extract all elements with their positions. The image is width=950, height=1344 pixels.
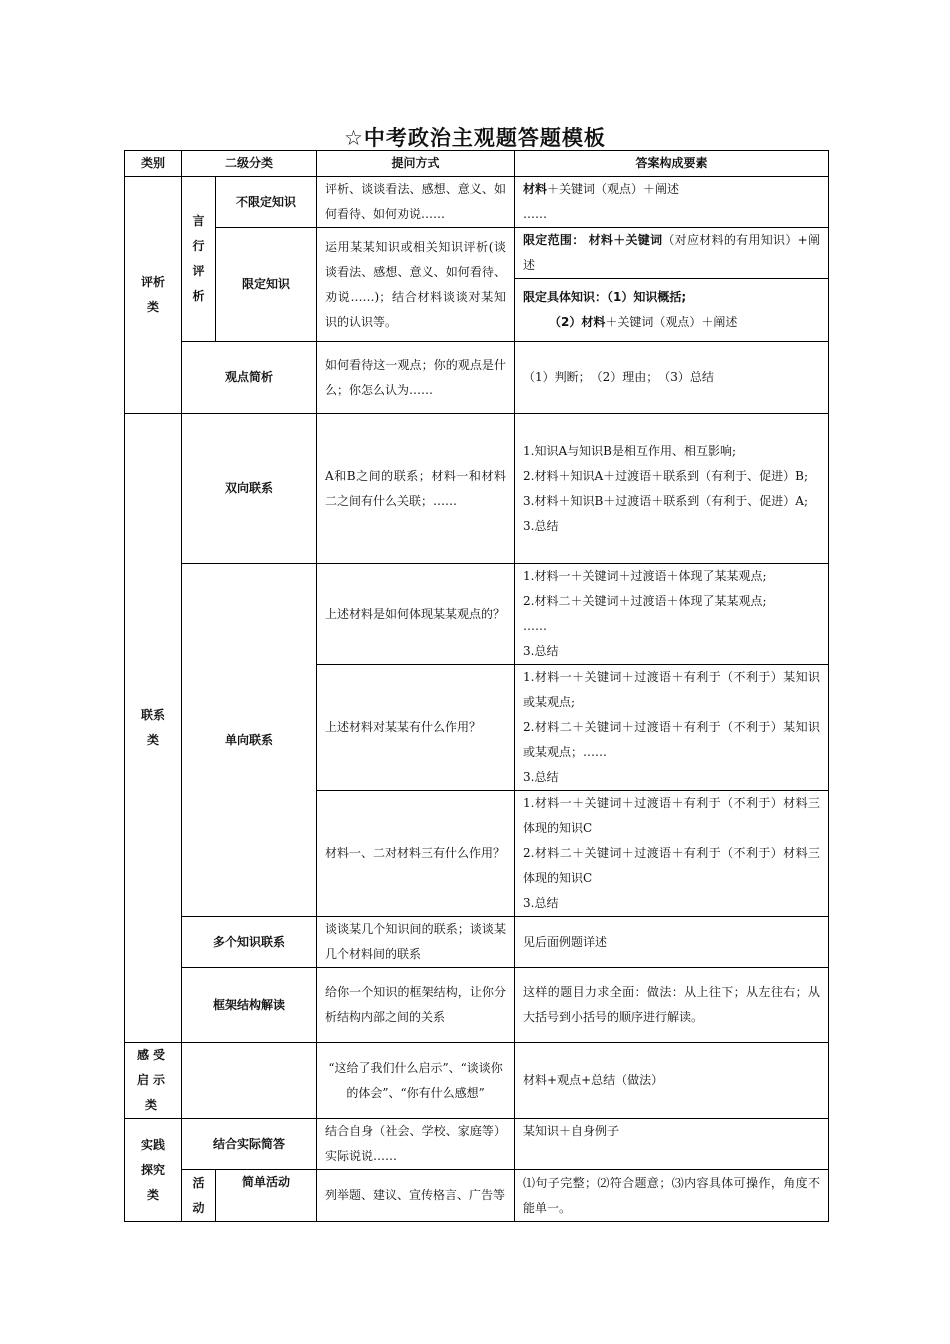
category-label: 感受启示类 [136,1048,169,1112]
subcategory-kuangjia: 框架结构解读 [182,968,317,1043]
answer-line: 2.材料二＋关键词＋过渡语＋体现了某某观点; [523,594,767,608]
subcategory-buxianding: 不限定知识 [216,177,317,228]
category-pingxi [125,177,182,414]
header-answer-elements: 答案构成要素 [515,151,829,177]
subcategory-yanxing [182,177,216,342]
table-row [125,177,829,228]
table-row [125,1170,829,1222]
question-cell: 上述材料对某某有什么作用？ [317,665,515,791]
answer-bold: 材料＋关键词 [588,233,663,247]
category-label: 评析类 [140,275,165,314]
category-lianxi [125,414,182,1043]
answer-bold: 限定具体知识：（1）知识概括; [523,290,687,304]
question-cell: 运用某某知识或相关知识评析(谈谈看法、感想、意义、如何看待、劝说……)；结合材料谈谈对某知识的认识等。 [317,228,515,342]
answer-line: 2.材料二＋关键词＋过渡语＋有利于（不利于）某知识或某观点；…… [523,720,821,759]
answer-text: ＋关键词（观点）＋阐述 [547,182,680,196]
answer-cell: 这样的题目力求全面：做法：从上往下；从左往右；从大括号到小括号的顺序进行解读。 [515,968,829,1043]
answer-line: …… [523,619,548,633]
question-cell: A和B之间的联系；材料一和材料二之间有什么关联；…… [317,414,515,564]
table-row [125,228,829,279]
subcategory-xianding: 限定知识 [216,228,317,342]
answer-line: 1.材料一＋关键词＋过渡语＋有利于（不利于）某知识或某观点; [523,670,821,709]
answer-line: 3.总结 [523,770,559,784]
question-cell: 谈谈某几个知识间的联系；谈谈某几个材料间的联系 [317,917,515,968]
answer-cell: （1）判断； （2）理由； （3）总结 [515,342,829,414]
question-cell: “这给了我们什么启示”、“谈谈你的体会”、“你有什么感想” [317,1043,515,1119]
question-cell: 给你一个知识的框架结构，让你分析结构内部之间的关系 [317,968,515,1043]
answer-cell [515,228,829,279]
category-ganshou [125,1043,182,1119]
empty-cell [182,1043,317,1119]
answer-line: 3.总结 [523,644,559,658]
answer-line: 1.知识A与知识B是相互作用、相互影响; [523,443,736,458]
header-subcategory: 二级分类 [182,151,317,177]
answer-line: 2.材料二＋关键词＋过渡语＋有利于（不利于）材料三体现的知识C [523,846,821,885]
page-title: ☆中考政治主观题答题模板 [344,126,606,150]
question-cell: 列举题、建议、宣传格言、广告等 [317,1170,515,1222]
question-cell: 上述材料是如何体现某某观点的？ [317,564,515,665]
question-cell: 结合自身（社会、学校、家庭等）实际说说…… [317,1119,515,1170]
table-row [125,564,829,665]
answer-line: 3.材料＋知识B＋过渡语＋联系到（有利于、促进）A; [523,493,808,508]
subcategory-huodong [182,1170,216,1222]
table-row [125,1043,829,1119]
answer-line: 3.总结 [523,518,559,533]
answer-text: （对应材料的有用知识）+阐述 [523,233,820,272]
answer-bold: （2）材料 [549,315,606,329]
answer-cell: ⑴句子完整；⑵符合题意；⑶内容具体可操作，角度不能单一。 [515,1170,829,1222]
answer-cell [515,564,829,665]
question-cell: 如何看待这一观点；你的观点是什么；你怎么认为…… [317,342,515,414]
answer-cell: 材料+观点+总结（做法） [515,1043,829,1119]
answer-line: 3.总结 [523,896,559,910]
subcategory-shuangxiang: 双向联系 [182,414,317,564]
question-cell: 评析、谈谈看法、感想、意义、如何看待、如何劝说…… [317,177,515,228]
answer-bold: 材料 [523,182,548,196]
answer-cell [515,414,829,564]
subcategory-label: 言行评析 [192,214,205,303]
table-row [125,917,829,968]
subcategory-jiandan: 简单活动 [216,1170,317,1222]
table-row [125,1119,829,1170]
answer-cell: 某知识＋自身例子 [515,1119,829,1170]
subcategory-jiehe: 结合实际简答 [182,1119,317,1170]
subcategory-label: 活动 [192,1175,205,1215]
answer-line: 2.材料＋知识A＋过渡语＋联系到（有利于、促进）B; [523,468,808,483]
subcategory-guandian: 观点简析 [182,342,317,414]
subcategory-duoge: 多个知识联系 [182,917,317,968]
answer-line: 1.材料一＋关键词＋过渡语＋体现了某某观点; [523,569,767,583]
answer-bold: 限定范围： [523,233,585,247]
header-question-style: 提问方式 [317,151,515,177]
category-label: 实践探究类 [140,1137,165,1202]
category-label: 联系类 [140,708,165,747]
question-cell: 材料一、二对材料三有什么作用？ [317,791,515,917]
table-header-row [125,151,829,177]
answer-cell [515,279,829,342]
answer-line: 1.材料一＋关键词＋过渡语＋有利于（不利于）材料三体现的知识C [523,796,821,835]
subcategory-danxiang: 单向联系 [182,564,317,917]
answer-text: ＋关键词（观点）＋阐述 [605,315,738,329]
category-shijian [125,1119,182,1222]
table-row [125,414,829,564]
answer-template-table [124,150,829,1222]
answer-text: …… [523,207,548,221]
answer-cell [515,791,829,917]
answer-cell [515,665,829,791]
answer-cell [515,177,829,228]
answer-cell: 见后面例题详述 [515,917,829,968]
header-category: 类别 [125,151,182,177]
table-row [125,968,829,1043]
table-row [125,342,829,414]
